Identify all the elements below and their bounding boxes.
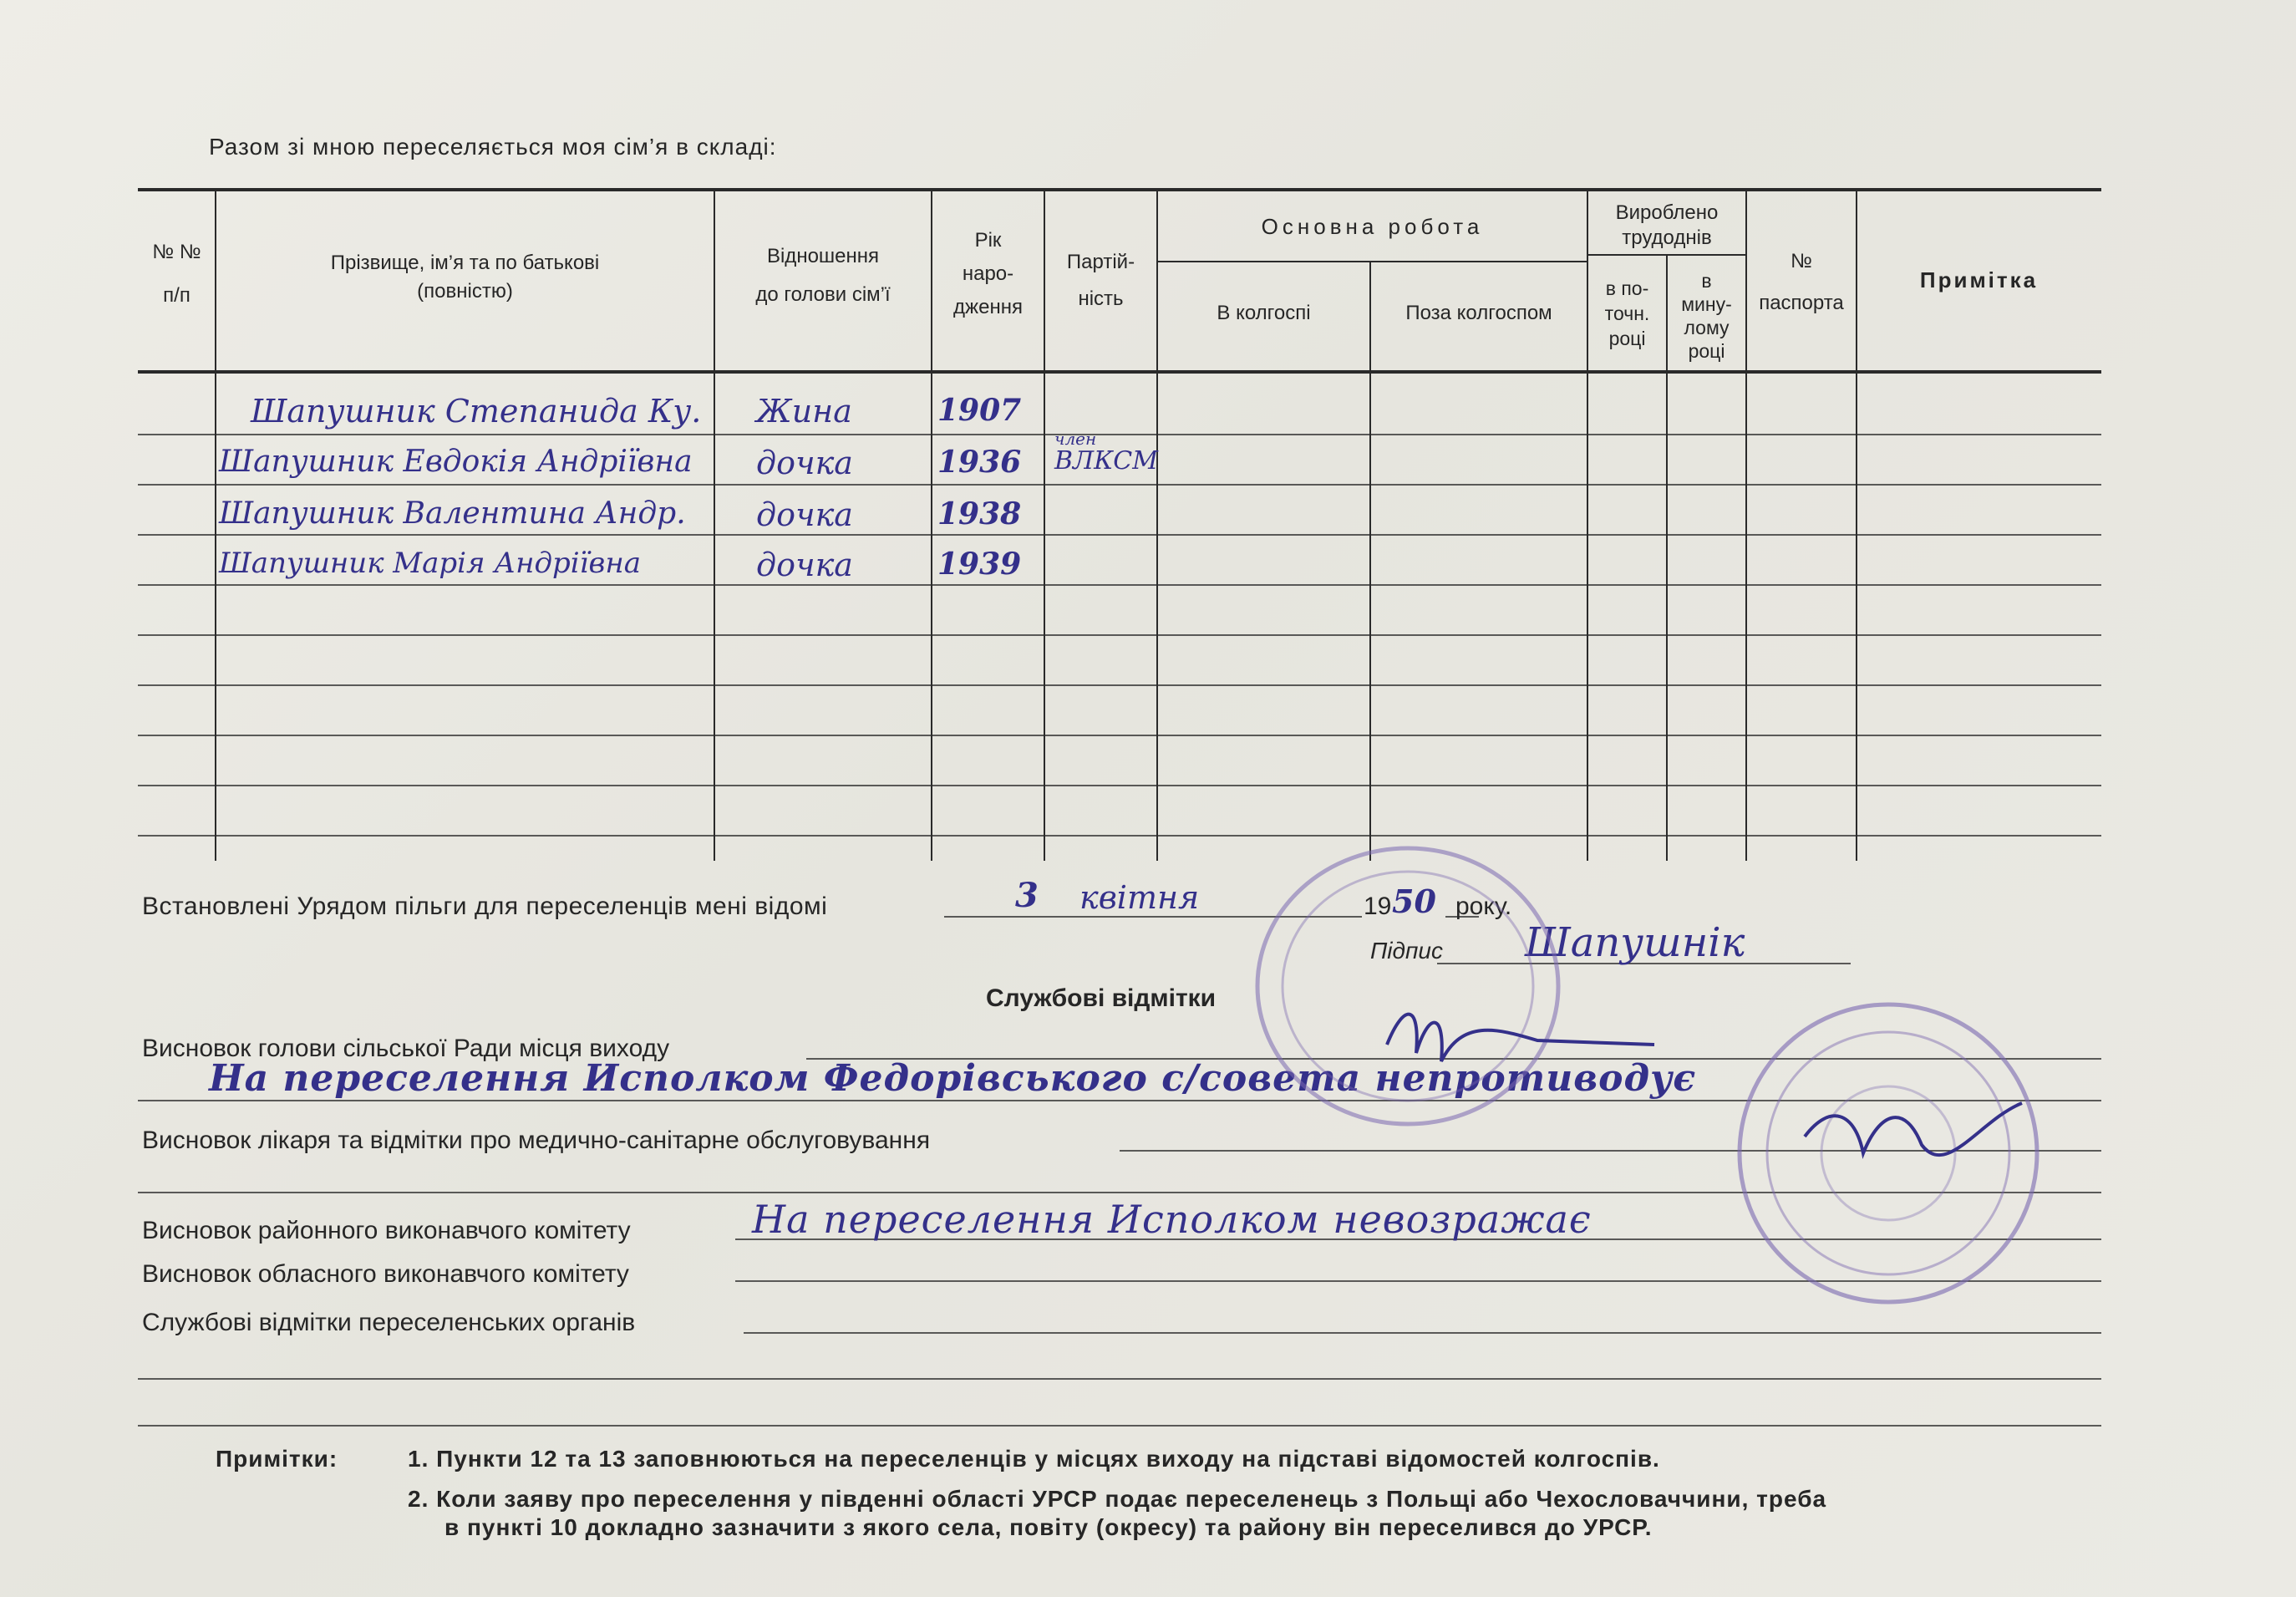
row-name: Шапушник Валентина Андр. — [219, 496, 686, 531]
header-work-outside: Поза колгоспом — [1405, 302, 1552, 324]
row-year: 1938 — [937, 496, 1022, 531]
header-passport: № паспорта — [1759, 250, 1844, 314]
year-label: року. — [1455, 893, 1512, 920]
date-month: квітня — [1079, 879, 1200, 916]
header-relation: Відношення до голови сім’ї — [755, 245, 891, 306]
note-2a: 2. Коли заяву про переселення у південні області УРСР подає переселенець з Польщі або Чехословаччини, треба — [408, 1486, 1827, 1512]
date-day: 3 — [1015, 876, 1039, 915]
row-name: Шапушник Евдокія Андріївна — [219, 445, 693, 479]
header-days-current: в по- точн. році — [1604, 277, 1650, 349]
header-note: Примітка — [1919, 267, 2039, 292]
header-party: Партій- ність — [1066, 251, 1135, 310]
conclusion-resettlement-label: Службові відмітки переселенських органів — [142, 1309, 636, 1336]
year-prefix: 19 — [1364, 893, 1392, 920]
row-name: Шапушник Степанида Ку. — [251, 393, 702, 430]
header-name: Прізвище, ім’я та по батькові (повністю) — [330, 252, 600, 303]
header-work-kolhosp: В колгоспі — [1217, 302, 1311, 324]
header-year: Рік наро- дження — [953, 229, 1023, 318]
note-2b: в пункті 10 докладно зазначити з якого села, повіту (окресу) та району він переселився до УРСР. — [444, 1514, 1653, 1540]
header-days-past: в мину- лому році — [1681, 270, 1732, 362]
row-relation: Жина — [756, 393, 852, 430]
header-num: № № п/п — [152, 241, 201, 307]
conclusion-village-value: На переселення Исполком Федорівського с/совета непротиводує — [209, 1057, 1697, 1100]
row-party: член ВЛКСМ — [1054, 429, 1158, 476]
chair-signature-scribble — [1370, 994, 1671, 1086]
conclusion-district-value: На переселення Исполком невозражає — [752, 1197, 1592, 1242]
note-1: 1. Пункти 12 та 13 заповнюються на переселенців у місцях виходу на підставі відомостей колгоспів. — [408, 1446, 1660, 1472]
row-relation: дочка — [756, 547, 853, 583]
signature-label: Підпис — [1370, 938, 1443, 964]
row-year: 1907 — [937, 393, 1022, 428]
service-marks-title: Службові відмітки — [986, 984, 1217, 1012]
header-days-group: Вироблено трудоднів — [1615, 201, 1719, 249]
notes-prefix: Примітки: — [216, 1446, 338, 1472]
intro-text: Разом зі мною переселяється моя сім’я в складі: — [209, 134, 777, 160]
header-work-group: Основна робота — [1261, 214, 1484, 239]
row-year: 1936 — [937, 445, 1022, 480]
row-relation: дочка — [756, 496, 853, 533]
signature: Шапушнік — [1525, 919, 1745, 966]
row-year: 1939 — [937, 547, 1022, 582]
benefits-label: Встановлені Урядом пільги для переселенців мені відомі — [142, 893, 828, 920]
conclusion-doctor-label: Висновок лікаря та відмітки про медично-санітарне обслуговування — [142, 1127, 931, 1154]
conclusion-oblast-label: Висновок обласного виконавчого комітету — [142, 1260, 629, 1288]
conclusion-district-label: Висновок районного виконавчого комітету — [142, 1217, 631, 1244]
row-relation: дочка — [756, 445, 853, 481]
conclusion-village-label: Висновок голови сільської Ради місця виходу — [142, 1035, 670, 1062]
year-suffix: 50 — [1392, 882, 1436, 920]
council-stamp — [1245, 840, 1571, 1132]
row-name: Шапушник Марія Андріївна — [219, 547, 642, 580]
district-signature-scribble — [1788, 1086, 2039, 1203]
